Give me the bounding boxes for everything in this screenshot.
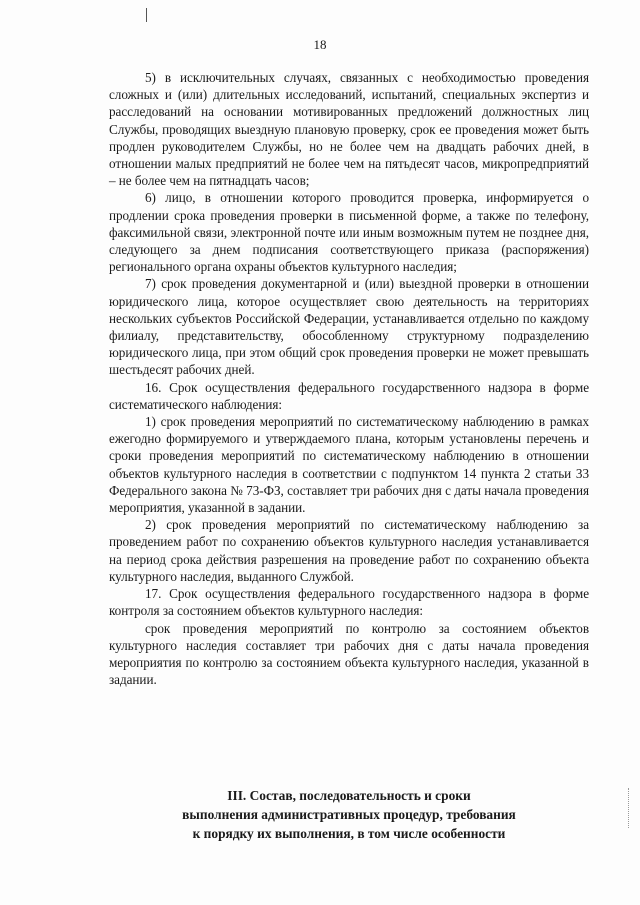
paragraph-clause-17: 17. Срок осуществления федерального государственного надзора в форме контроля за состоянием объектов культурного наследия: xyxy=(109,586,589,619)
paragraph-item-6: 6) лицо, в отношении которого проводится проверка, информируется о продлении срока проведения проверки в письменной форме, а также по телефону, факсимильной связи, электронной почте или иным возможным путем не позднее дня, следующего за днем подписания соответствующего приказа (распоряжения) регионального органа охраны объектов культурного наследия; xyxy=(109,190,589,275)
scan-mark xyxy=(628,788,630,828)
paragraph-clause-17-text: срок проведения мероприятий по контролю за состоянием объектов культурного наследия составляет три рабочих дня с даты начала проведения мероприятия по контролю за состоянием объекта культурного наследия, указанной в задании. xyxy=(109,620,589,688)
section-heading-line: выполнения административных процедур, требования xyxy=(182,807,516,822)
page-number: 18 xyxy=(313,37,327,52)
paragraph-item-7: 7) срок проведения документарной и (или) выездной проверки в отношении юридического лица, которое осуществляет свою деятельность на территориях нескольких субъектов Российской Федерации, устанавливается отдельно по каждому филиалу, представительству, обособленному структурному подразделению юридического лица, при этом общий срок проведения проверки не может превышать шестьдесят рабочих дней. xyxy=(109,276,589,378)
scan-mark xyxy=(146,8,147,22)
document-body xyxy=(109,69,589,688)
paragraph-clause-16: 16. Срок осуществления федерального государственного надзора в форме систематического наблюдения: xyxy=(109,379,589,412)
paragraph-item-5: 5) в исключительных случаях, связанных с необходимостью проведения сложных и (или) длительных исследований, испытаний, специальных экспертиз и расследований на основании мотивированных предложений должностных лиц Службы, проводящих выездную плановую проверку, срок ее проведения может быть продлен руководителем Службы, но не более чем на двадцать рабочих дней, в отношении малых предприятий не более чем на пятьдесят часов, микропредприятий – не более чем на пятнадцать часов; xyxy=(109,70,589,189)
paragraph-clause-16-item-1: 1) срок проведения мероприятий по систематическому наблюдению в рамках ежегодно формируемого и утверждаемого плана, которым установлены перечень и сроки проведения мероприятий по систематическому наблюдению в отношении объектов культурного наследия в соответствии с подпунктом 14 пункта 2 статьи 33 Федерального закона № 73-ФЗ, составляет три рабочих дня с даты начала проведения мероприятия, указанной в задании. xyxy=(109,414,589,516)
section-heading xyxy=(109,786,589,843)
section-heading-line: к порядку их выполнения, в том числе особенности xyxy=(192,826,506,841)
paragraph-clause-16-item-2: 2) срок проведения мероприятий по систематическому наблюдению за проведением работ по сохранению объектов культурного наследия устанавливается на период срока действия разрешения на проведение работ по сохранению объекта культурного наследия, выданного Службой. xyxy=(109,517,589,584)
section-heading-line: III. Состав, последовательность и сроки xyxy=(227,788,471,803)
